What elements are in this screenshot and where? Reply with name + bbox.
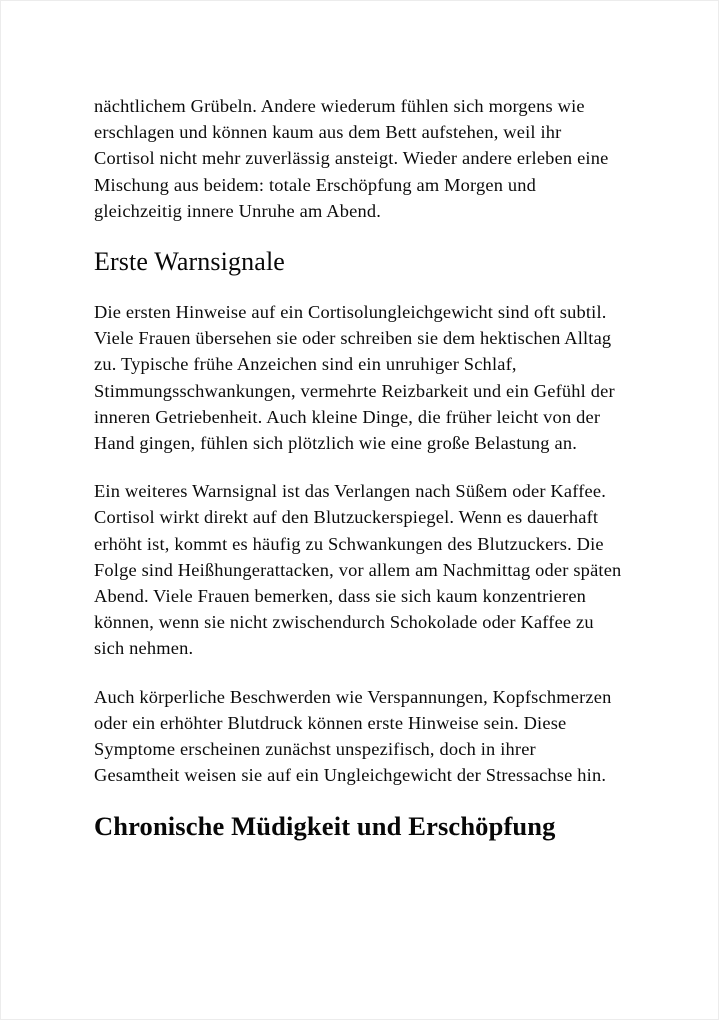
paragraph-physical-symptoms: Auch körperliche Beschwerden wie Verspannungen, Kopfschmerzen oder ein erhöhter Blutdruck können erste Hinweise sein. Diese Symptome erscheinen zunächst unspezifisch, doch in ihrer Gesamtheit weisen sie auf ein Ungleichgewicht der Stressachse hin. xyxy=(94,686,612,786)
paragraph-early-signs: Die ersten Hinweise auf ein Cortisolungleichgewicht sind oft subtil. Viele Frauen übersehen sie oder schreiben sie dem hektischen Alltag zu. Typische frühe Anzeichen sind ein unruhiger Schlaf, Stimmungsschwankungen, vermehrte Reizbarkeit und ein Gefühl der inneren Getriebenheit. Auch kleine Dinge, die früher leicht von der Hand gingen, fühlen sich plötzlich wie eine große Belastung an. xyxy=(94,302,615,454)
heading-erste-warnsignale: Erste Warnsignale xyxy=(94,247,285,277)
paragraph-cortisol-morning-evening: nächtlichem Grübeln. Andere wiederum fühlen sich morgens wie erschlagen und können kaum aus dem Bett aufstehen, weil ihr Cortisol nicht mehr zuverlässig ansteigt. Wieder andere erleben eine Mischung aus beidem: totale Erschöpfung am Morgen und gleichzeitig innere Unruhe am Abend. xyxy=(94,96,609,221)
paragraph-cravings-blood-sugar: Ein weiteres Warnsignal ist das Verlangen nach Süßem oder Kaffee. Cortisol wirkt direkt auf den Blutzuckerspiegel. Wenn es dauerhaft erhöht ist, kommt es häufig zu Schwankungen des Blutzuckers. Die Folge sind Heißhungerattacken, vor allem am Nachmittag oder späten Abend. Viele Frauen bemerken, dass sie sich kaum konzentrieren können, wenn sie nicht zwischendurch Schokolade oder Kaffee zu sich nehmen. xyxy=(94,481,622,659)
document-text-column xyxy=(94,93,624,863)
heading-chronische-muedigkeit: Chronische Müdigkeit und Erschöpfung xyxy=(94,811,556,842)
